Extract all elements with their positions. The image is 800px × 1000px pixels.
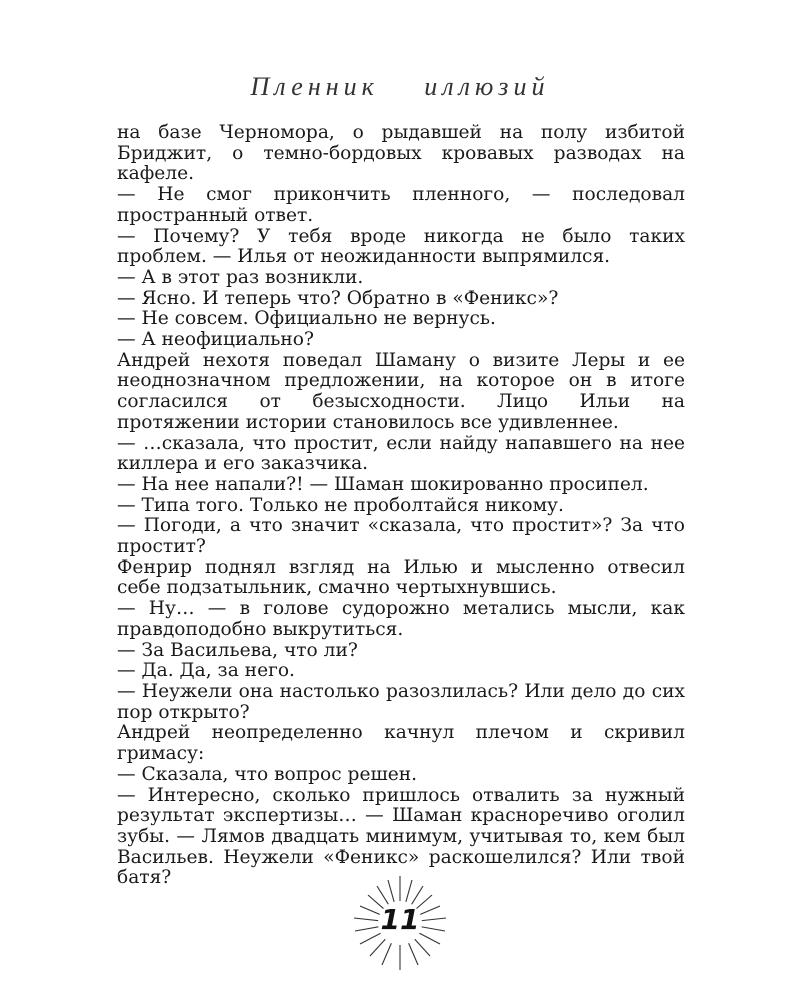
paragraph: — За Васильева, что ли? [117,639,358,661]
page-body [117,123,685,889]
paragraph: — Сказала, что вопрос решен. [117,763,418,785]
paragraph: — А неофициально? [117,329,314,351]
paragraph: — Неужели она настолько разозлилась? Или дело до сих пор открыто? [117,680,685,723]
paragraph: Андрей неопределенно качнул плечом и скривил гримасу: [117,722,685,765]
paragraph: — Почему? У тебя вроде никогда не было таких проблем. — Илья от неожиданности выпрямился. [117,225,685,268]
paragraph: Фенрир поднял взгляд на Илью и мысленно отвесил себе подзатыльник, смачно чертыхнувшись. [117,556,685,599]
paragraph: — Ясно. И теперь что? Обратно в «Феникс»? [117,287,559,309]
paragraph: — Погоди, а что значит «сказала, что простит»? За что простит? [117,515,685,558]
running-header-title: Пленник иллюзий [250,72,550,101]
paragraph: Андрей нехотя поведал Шаману о визите Леры и ее неоднозначном предложении, на которое он в итоге согласился от безысходности. Лицо Ильи на протяжении истории становилось все удивленнее. [117,349,685,433]
paragraph: на базе Черномора, о рыдавшей на полу избитой Бриджит, о темно-бордовых кровавых разводах на кафеле. [117,122,685,185]
paragraph: — Да. Да, за него. [117,660,295,682]
paragraph: — Не смог прикончить пленного, — последовал пространный ответ. [117,184,685,226]
paragraph: — Ну… — в голове судорожно метались мысли, как правдоподобно выкрутиться. [117,598,685,640]
paragraph: — …сказала, что простит, если найду напавшего на нее киллера и его заказчика. [117,432,685,475]
paragraph: — А в этот раз возникли. [117,266,364,288]
page-number: 11 [380,903,420,936]
paragraph: — На нее напали?! — Шаман шокированно просипел. [117,473,649,495]
page-footer [330,868,470,978]
paragraph: — Интересно, сколько пришлось отвалить за нужный результат экспертизы… — Шаман красноречиво оголил зубы. — Лямов двадцать минимум, учитывая то, кем был Васильев. Неужели «Феникс» раскошелился? Или твой батя? [117,784,685,889]
paragraph: — Типа того. Только не проболтайся никому. [117,494,564,516]
paragraph: — Не совсем. Официально не вернусь. [117,308,496,330]
